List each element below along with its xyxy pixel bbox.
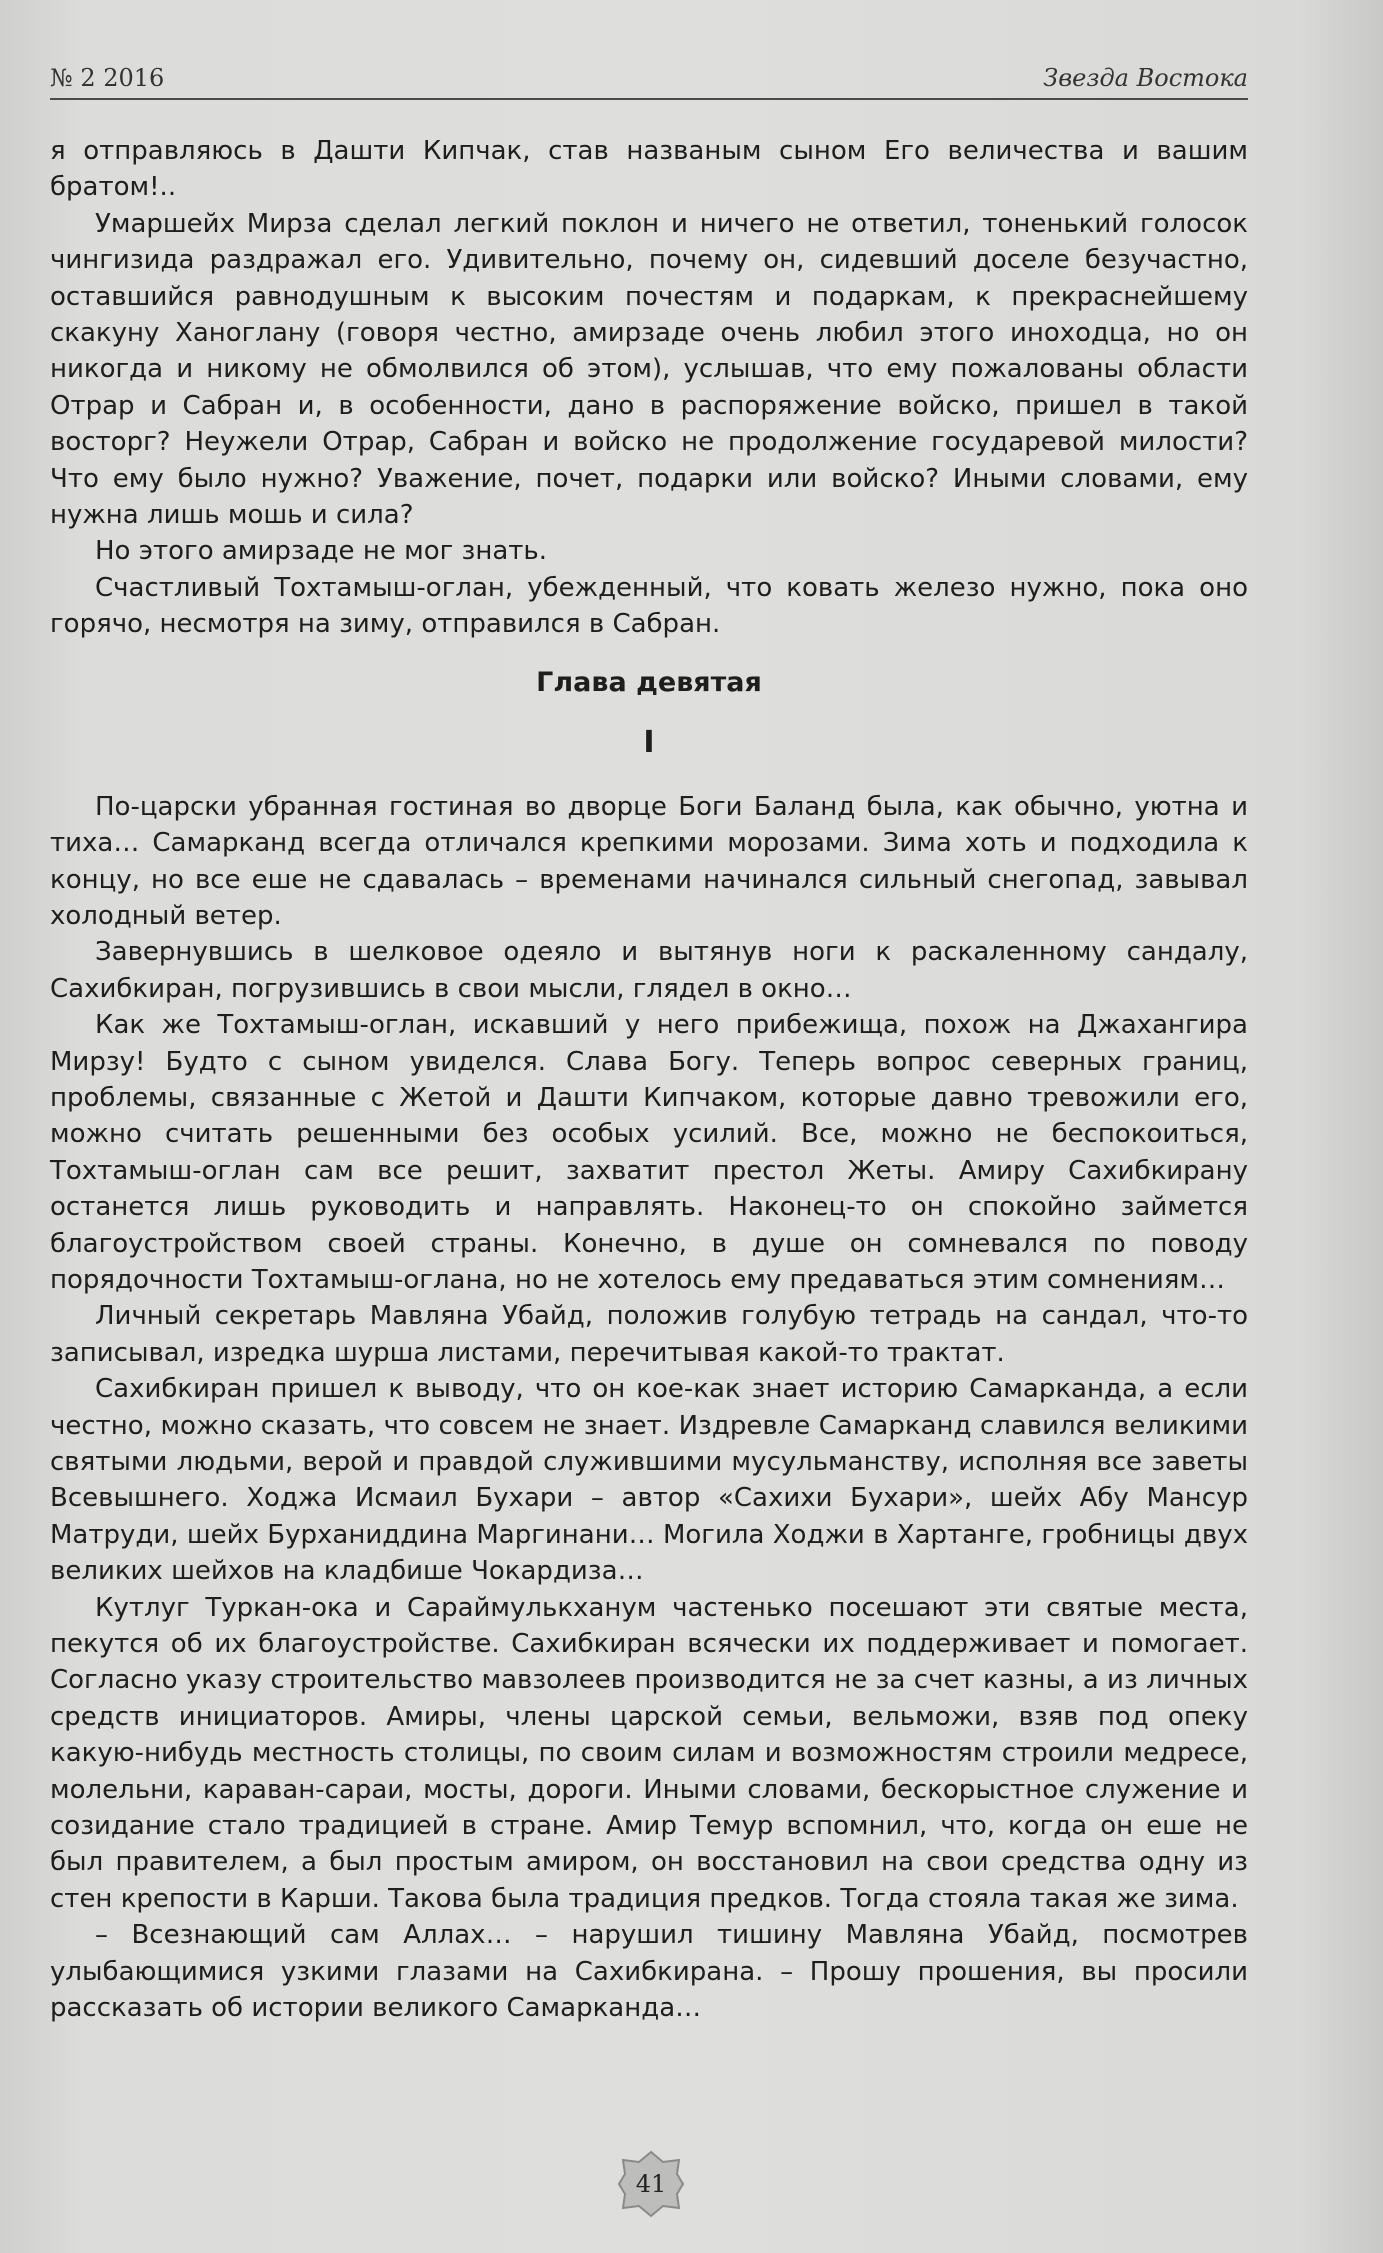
paragraph: Как же Тохтамыш-оглан, искавший у него прибежища, похож на Джахангира Мирзу! Будто с сыном увиделся. Слава Богу. Теперь вопрос северных границ, проблемы, связанные с Жетой и Дашти Кипчаком, которые давно тревожили его, можно считать решенными без особых усилий. Все, можно не беспокоиться, Тохтамыш-оглан сам все решит, захватит престол Жеты. Амиру Сахибкирану останется лишь руководить и направлять. Наконец-то он спокойно займется благоустройством своей страны. Конечно, в душе он сомневался по поводу порядочности Тохтамыш-оглана, но не хотелось ему предаваться этим сомнениям…: [50, 1010, 1248, 1295]
paragraph: я отправляюсь в Дашти Кипчак, став названым сыном Его величества и вашим братом!..: [50, 136, 1248, 203]
issue-number: № 2 2016: [50, 64, 165, 92]
paragraph: Завернувшись в шелковое одеяло и вытянув ноги к раскаленному сандалу, Сахибкиран, погрузившись в свои мысли, глядел в окно…: [50, 937, 1248, 1004]
paragraph: Личный секретарь Мавляна Убайд, положив голубую тетрадь на сандал, что-то записывал, изредка шурша листами, перечитывая какой-то трактат.: [50, 1301, 1248, 1368]
page-number-badge: [617, 2150, 685, 2218]
paragraph: Но этого амирзаде не мог знать.: [95, 536, 548, 567]
chapter-title: Глава девятая: [536, 666, 762, 698]
journal-title: Звезда Востока: [1043, 64, 1248, 92]
article-body: [50, 133, 1248, 2027]
paragraph: – Всезнающий сам Аллах… – нарушил тишину Мавляна Убайд, посмотрев улыбающимися узкими глазами на Сахибкирана. – Прошу прошения, вы просили рассказать об истории великого Самарканда…: [50, 1920, 1248, 2024]
paragraph: По-царски убранная гостиная во дворце Боги Баланд была, как обычно, уютна и тиха… Самарканд всегда отличался крепкими морозами. Зима хоть и подходила к концу, но все еше не сдавалась – временами начинался сильный снегопад, завывал холодный ветер.: [50, 791, 1248, 931]
paragraph: Счастливый Тохтамыш-оглан, убежденный, что ковать железо нужно, пока оно горячо, несмотря на зиму, отправился в Сабран.: [50, 572, 1248, 640]
section-number: I: [643, 724, 655, 760]
page-number: 41: [635, 2170, 667, 2198]
running-header: [50, 58, 1248, 100]
paragraph: Кутлуг Туркан-ока и Сараймулькханум частенько посешают эти святые места, пекутся об их благоустройстве. Сахибкиран всячески их поддерживает и помогает. Согласно указу строительство мавзолеев производится не за счет казны, а из личных средств инициаторов. Амиры, члены царской семьи, вельможи, взяв под опеку какую-нибудь местность столицы, по своим силам и возможностям строили медресе, молельни, караван-сараи, мосты, дороги. Иными словами, бескорыстное служение и созидание стало традицией в стране. Амир Темур вспомнил, что, когда он еше не был правителем, а был простым амиром, он восстановил на свои средства одну из стен крепости в Карши. Такова была традиция предков. Тогда стояла такая же зима.: [50, 1592, 1248, 1914]
paragraph: Сахибкиран пришел к выводу, что он кое-как знает историю Самарканда, а если честно, можно сказать, что совсем не знает. Издревле Самарканд славился великими святыми людьми, верой и правдой служившими мусульманству, исполняя все заветы Всевышнего. Ходжа Исмаил Бухари – автор «Сахихи Бухари», шейх Абу Мансур Матруди, шейх Бурханиддина Маргинани… Могила Ходжи в Хартанге, гробницы двух великих шейхов на кладбише Чокардиза…: [50, 1374, 1248, 1587]
paragraph: Умаршейх Мирза сделал легкий поклон и ничего не ответил, тоненький голосок чингизида раздражал его. Удивительно, почему он, сидевший доселе безучастно, оставшийся равнодушным к высоким почестям и подаркам, к прекраснейшему скакуну Ханоглану (говоря честно, амирзаде очень любил этого иноходца, но он никогда и никому не обмолвился об этом), услышав, что ему пожалованы области Отрар и Сабран и, в особенности, дано в распоряжение войско, пришел в такой восторг? Неужели Отрар, Сабран и войско не продолжение государевой милости? Что ему было нужно? Уважение, почет, подарки или войско? Иными словами, ему нужна лишь мошь и сила?: [50, 208, 1248, 531]
